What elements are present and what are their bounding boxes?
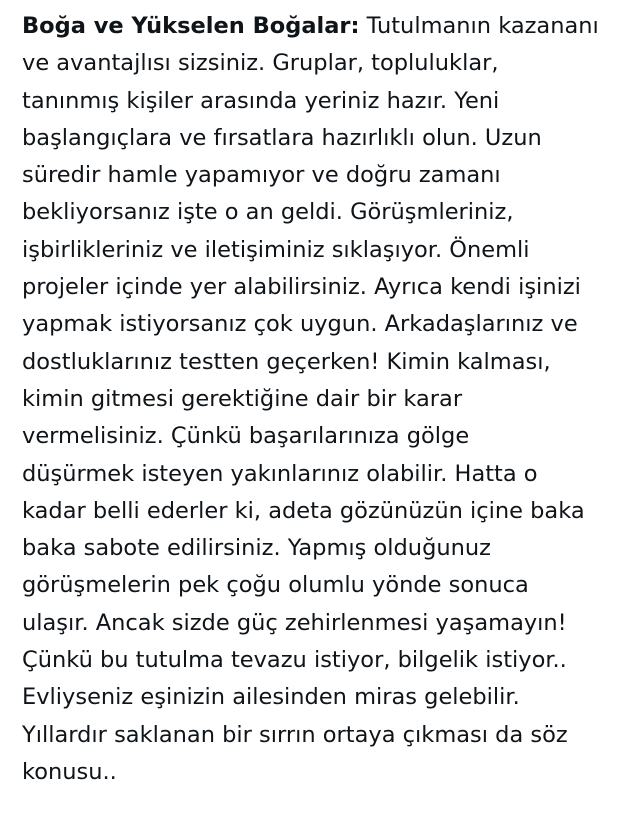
text-line: kimin gitmesi gerektiğine dair bir karar	[22, 385, 463, 412]
text-line: bekliyorsanız işte o an geldi. Görüşmleriniz,	[22, 199, 514, 226]
text-line: düşürmek isteyen yakınlarınız olabilir. Hatta o	[22, 460, 538, 487]
text-line: ulaşır. Ancak sizde güç zehirlenmesi yaşamayın!	[22, 609, 567, 636]
text-line: ve avantajlısı sizsiniz. Gruplar, topluluklar,	[22, 50, 499, 77]
post-body	[22, 8, 622, 791]
text-line: işbirlikleriniz ve iletişiminiz sıklaşıyor. Önemli	[22, 236, 530, 263]
text-line: kadar belli ederler ki, adeta gözünüzün içine baka	[22, 497, 585, 524]
text-line: projeler içinde yer alabilirsiniz. Ayrıca kendi işinizi	[22, 274, 581, 301]
text-segment: Tutulmanın kazananı	[359, 13, 599, 39]
text-line: süredir hamle yapamıyor ve doğru zamanı	[22, 162, 501, 189]
text-line: baka sabote edilirsiniz. Yapmış olduğunuz	[22, 535, 491, 562]
text-line: konusu..	[22, 758, 117, 785]
text-line: vermelisiniz. Çünkü başarılarınıza gölge	[22, 423, 470, 450]
text-line: Çünkü bu tutulma tevazu istiyor, bilgelik istiyor..	[22, 647, 567, 674]
post-heading: Boğa ve Yükselen Boğalar:	[22, 13, 360, 39]
text-line: Yıllardır saklanan bir sırrın ortaya çıkması da söz	[22, 721, 568, 748]
text-line: görüşmelerin pek çoğu olumlu yönde sonuca	[22, 572, 529, 599]
text-line: başlangıçlara ve fırsatlara hazırlıklı olun. Uzun	[22, 124, 542, 151]
text-line: yapmak istiyorsanız çok uygun. Arkadaşlarınız ve	[22, 311, 578, 338]
text-line: tanınmış kişiler arasında yeriniz hazır. Yeni	[22, 87, 500, 114]
text-line: dostluklarınız testten geçerken! Kimin kalması,	[22, 348, 551, 375]
text-line	[22, 8, 622, 45]
text-line: Evliyseniz eşinizin ailesinden miras gelebilir.	[22, 684, 520, 711]
